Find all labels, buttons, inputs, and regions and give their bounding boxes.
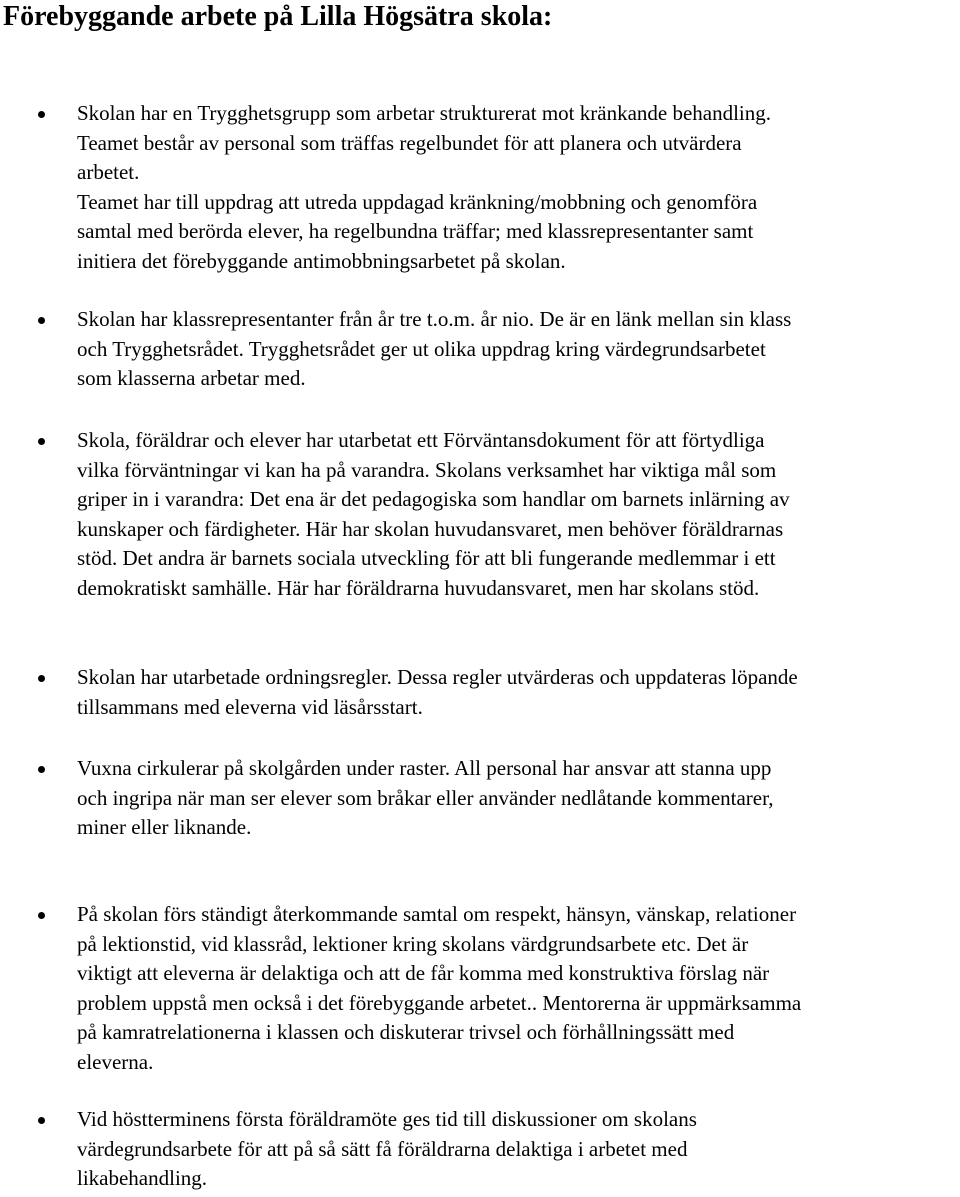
text-line: Vid höstterminens första föräldramöte ges tid till diskussioner om skolans <box>77 1107 697 1131</box>
list-item-text <box>77 426 957 604</box>
text-line: samtal med berörda elever, ha regelbundna träffar; med klassrepresentanter samt <box>77 219 754 244</box>
text-line: vilka förväntningar vi kan ha på varandra. Skolans verksamhet har viktiga mål som <box>77 457 777 482</box>
bullet-icon <box>38 317 45 324</box>
text-line: demokratiskt samhälle. Här har föräldrarna huvudansvaret, men har skolans stöd. <box>77 575 760 600</box>
text-line: Skolan har utarbetade ordningsregler. Dessa regler utvärderas och uppdateras löpande <box>77 665 798 689</box>
list-item-text <box>77 663 957 722</box>
bullet-icon <box>38 1117 45 1124</box>
text-line: och ingripa när man ser elever som bråkar eller använder nedlåtande kommentarer, <box>77 785 774 810</box>
text-line: värdegrundsarbete för att på så sätt få föräldrarna delaktiga i arbetet med <box>77 1136 688 1161</box>
text-line: likabehandling. <box>77 1166 208 1191</box>
text-line: och Trygghetsrådet. Trygghetsrådet ger ut olika uppdrag kring värdegrundsarbetet <box>77 336 766 361</box>
text-line: griper in i varandra: Det ena är det pedagogiska som handlar om barnets inlärning av <box>77 487 790 512</box>
bullet-icon <box>38 912 45 919</box>
text-line: Teamet har till uppdrag att utreda uppdagad kränkning/mobbning och genomföra <box>77 189 758 214</box>
text-line: Vuxna cirkulerar på skolgården under raster. All personal har ansvar att stanna upp <box>77 756 772 780</box>
text-line: På skolan förs ständigt återkommande samtal om respekt, hänsyn, vänskap, relationer <box>77 902 797 926</box>
list-item-text <box>77 900 957 1078</box>
list-item-text <box>77 99 957 277</box>
page-title: Förebyggande arbete på Lilla Högsätra skola: <box>3 1 553 32</box>
text-line: eleverna. <box>77 1049 154 1074</box>
bullet-icon <box>38 675 45 682</box>
bullet-icon <box>38 766 45 773</box>
text-line: tillsammans med eleverna vid läsårsstart. <box>77 694 423 719</box>
list-item-text <box>77 1105 957 1194</box>
list-item-text <box>77 305 957 394</box>
text-line: viktigt att eleverna är delaktiga och att de får komma med konstruktiva förslag när <box>77 961 770 986</box>
text-line: Skolan har en Trygghetsgrupp som arbetar strukturerat mot kränkande behandling. <box>77 101 772 125</box>
text-line: på lektionstid, vid klassråd, lektioner kring skolans värdgrundsarbete etc. Det är <box>77 931 749 956</box>
text-line: Skolan har klassrepresentanter från år tre t.o.m. år nio. De är en länk mellan sin klass <box>77 307 792 331</box>
bullet-icon <box>38 111 45 118</box>
text-line: miner eller liknande. <box>77 815 252 840</box>
bullet-icon <box>38 438 45 445</box>
text-line: kunskaper och färdigheter. Här har skolan huvudansvaret, men behöver föräldrarnas <box>77 516 784 541</box>
text-line: arbetet. <box>77 160 140 185</box>
text-line: som klasserna arbetar med. <box>77 366 306 391</box>
text-line: initiera det förebyggande antimobbningsarbetet på skolan. <box>77 248 566 273</box>
list-item-text <box>77 754 957 843</box>
text-line: Skola, föräldrar och elever har utarbetat ett Förväntansdokument för att förtydliga <box>77 428 765 452</box>
text-line: på kamratrelationerna i klassen och diskuterar trivsel och förhållningssätt med <box>77 1020 735 1045</box>
text-line: problem uppstå men också i det förebyggande arbetet.. Mentorerna är uppmärksamma <box>77 990 802 1015</box>
text-line: stöd. Det andra är barnets sociala utveckling för att bli fungerande medlemmar i ett <box>77 546 776 571</box>
text-line: Teamet består av personal som träffas regelbundet för att planera och utvärdera <box>77 130 742 155</box>
